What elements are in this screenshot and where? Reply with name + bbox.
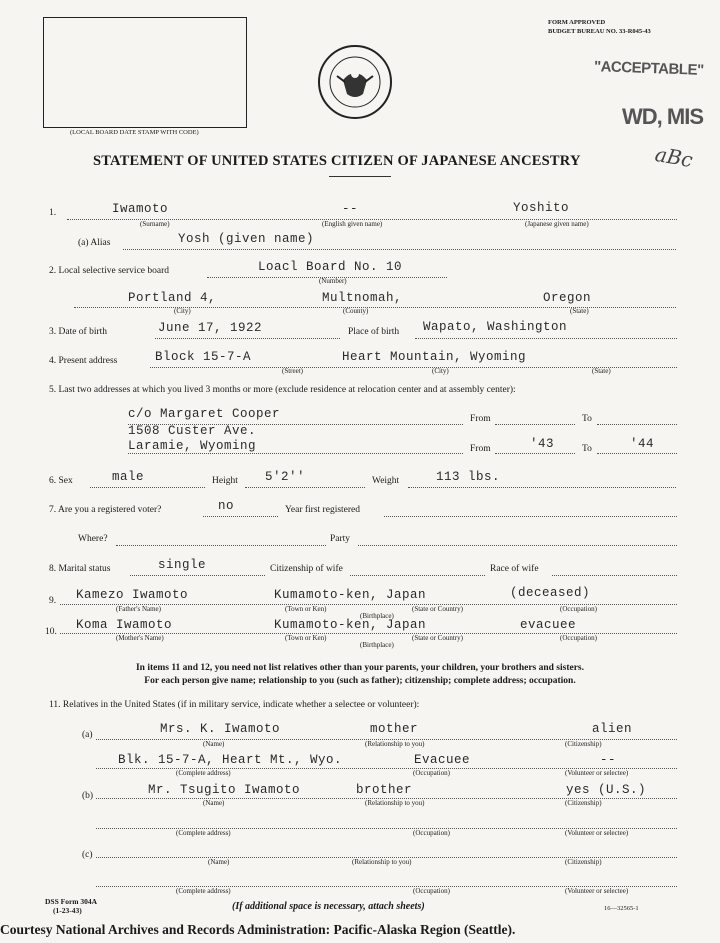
- selective-service-seal: [315, 42, 395, 122]
- surname-value: Iwamoto: [112, 202, 169, 216]
- pob-label: Place of birth: [348, 327, 400, 337]
- relative-a-occupation: Evacuee: [414, 753, 471, 767]
- to-value-2: '44: [630, 437, 655, 451]
- relatives-label: 11. Relatives in the United States (if in military service, indicate whether a selectee or volunteer):: [49, 700, 420, 710]
- cap-a-citizenship: (Citizenship): [565, 740, 602, 748]
- form-approved-line2: BUDGET BUREAU NO. 33-R045-43: [548, 28, 651, 35]
- cap-b-occupation: (Occupation): [413, 829, 450, 837]
- cap-c-volunteer: (Volunteer or selectee): [565, 887, 629, 895]
- cap-c-citizenship: (Citizenship): [565, 858, 602, 866]
- father-name-value: Kamezo Iwamoto: [76, 588, 189, 602]
- handwritten-note: aBc: [653, 141, 695, 173]
- cap-b-relationship: (Relationship to you): [365, 799, 425, 807]
- address-city-value: Heart Mountain, Wyoming: [342, 350, 527, 364]
- footer-note: (If additional space is necessary, attach sheets): [232, 901, 425, 912]
- cap-address-city: (City): [432, 367, 449, 375]
- party-label: Party: [330, 534, 351, 544]
- weight-label: Weight: [372, 476, 400, 486]
- pob-value: Wapato, Washington: [423, 320, 568, 334]
- relative-b-name: Mr. Tsugito Iwamoto: [148, 783, 301, 797]
- cap-c-occupation: (Occupation): [413, 887, 450, 895]
- mother-town-value: Kumamoto-ken, Japan: [274, 618, 427, 632]
- item9-num: 9.: [49, 596, 57, 606]
- cap-b-name: (Name): [203, 799, 225, 807]
- cap-father-name: (Father's Name): [116, 605, 161, 613]
- board-state-value: Oregon: [543, 291, 592, 305]
- alias-label: (a) Alias: [78, 238, 111, 248]
- relative-b-label: (b): [82, 791, 94, 801]
- form-approved-line1: FORM APPROVED: [548, 19, 606, 26]
- item2-label: 2. Local selective service board: [49, 266, 170, 276]
- cap-c-address: (Complete address): [176, 887, 231, 895]
- cap-a-relationship: (Relationship to you): [365, 740, 425, 748]
- cap-japanese-name: (Japanese given name): [525, 220, 589, 228]
- courtesy-line: Courtesy National Archives and Records Administration: Pacific-Alaska Region (Seattle).: [0, 922, 516, 937]
- from-value-2: '43: [530, 437, 555, 451]
- item10-num: 10.: [45, 627, 57, 637]
- wife-citizenship-label: Citizenship of wife: [270, 564, 343, 574]
- to-label-2: To: [582, 444, 592, 454]
- page-title: STATEMENT OF UNITED STATES CITIZEN OF JAPANESE ANCESTRY: [93, 153, 581, 169]
- dob-value: June 17, 1922: [158, 321, 263, 335]
- cap-number: (Number): [319, 277, 347, 285]
- alias-value: Yosh (given name): [178, 232, 315, 246]
- weight-value: 113 lbs.: [436, 470, 501, 484]
- cap-county: (County): [343, 307, 369, 315]
- prev-address-2-line2: Laramie, Wyoming: [128, 439, 257, 453]
- cap-street: (Street): [282, 367, 303, 375]
- cap-c-relationship: (Relationship to you): [352, 858, 412, 866]
- instructions: [0, 662, 720, 688]
- form-number-block: [45, 897, 97, 915]
- item1-num: 1.: [49, 208, 57, 218]
- cap-city: (City): [174, 307, 191, 315]
- prev-address-2-line1: 1508 Custer Ave.: [128, 424, 257, 438]
- cap-father-occupation: (Occupation): [560, 605, 597, 613]
- relative-a-address: Blk. 15-7-A, Heart Mt., Wyo.: [118, 753, 343, 767]
- last-addresses-label: 5. Last two addresses at which you lived 3 months or more (exclude residence at relocation center and at assembly center):: [49, 385, 516, 395]
- cap-a-volunteer: (Volunteer or selectee): [565, 769, 629, 777]
- wife-race-label: Race of wife: [490, 564, 539, 574]
- from-label-2: From: [470, 444, 491, 454]
- father-occupation-value: (deceased): [510, 586, 591, 600]
- height-label: Height: [212, 476, 238, 486]
- cap-address-state: (State): [592, 367, 611, 375]
- relative-b-relationship: brother: [356, 783, 413, 797]
- cap-mother-birthplace: (Birthplace): [360, 641, 394, 649]
- to-label-1: To: [582, 414, 592, 424]
- address-label: 4. Present address: [49, 356, 118, 366]
- cap-c-name: (Name): [208, 858, 230, 866]
- from-label-1: From: [470, 414, 491, 424]
- english-name-value: --: [342, 202, 359, 216]
- relative-a-name: Mrs. K. Iwamoto: [160, 722, 281, 736]
- cap-mother-name: (Mother's Name): [116, 634, 164, 642]
- cap-father-birthplace: (Birthplace): [360, 612, 394, 620]
- board-value: Loacl Board No. 10: [258, 260, 403, 274]
- marital-label: 8. Marital status: [49, 564, 111, 574]
- form-date: (1-23-43): [53, 906, 82, 915]
- local-board-stamp-box: [43, 17, 247, 128]
- footer-code: 16—32565-1: [604, 905, 639, 912]
- mother-name-value: Koma Iwamoto: [76, 618, 173, 632]
- instructions-line1: In items 11 and 12, you need not list relatives other than your parents, your children, your brothers and sisters.: [135, 663, 585, 673]
- form-approved-block: [548, 18, 651, 36]
- acceptable-stamp: "ACCEPTABLE": [593, 58, 704, 79]
- sex-value: male: [112, 470, 145, 484]
- cap-a-occupation: (Occupation): [413, 769, 450, 777]
- marital-value: single: [158, 558, 207, 572]
- relative-a-label: (a): [82, 730, 93, 740]
- cap-a-name: (Name): [203, 740, 225, 748]
- instructions-line2: For each person give name; relationship to you (such as father); citizenship; complete address; occupation.: [144, 676, 576, 686]
- relative-a-relationship: mother: [370, 722, 419, 736]
- voter-value: no: [218, 499, 235, 513]
- mother-occupation-value: evacuee: [520, 618, 577, 632]
- relative-a-volunteer: --: [600, 753, 617, 767]
- cap-state: (State): [570, 307, 589, 315]
- cap-b-volunteer: (Volunteer or selectee): [565, 829, 629, 837]
- voter-label: 7. Are you a registered voter?: [49, 505, 162, 515]
- stamp-box-caption: (LOCAL BOARD DATE STAMP WITH CODE): [70, 129, 199, 136]
- relative-b-citizenship: yes (U.S.): [566, 783, 647, 797]
- japanese-name-value: Yoshito: [513, 201, 570, 215]
- cap-english-name: (English given name): [322, 220, 383, 228]
- height-value: 5'2'': [265, 470, 306, 484]
- cap-mother-state: (State or Country): [412, 634, 463, 642]
- sex-label: 6. Sex: [49, 476, 73, 486]
- title-rule: [329, 176, 391, 177]
- cap-b-citizenship: (Citizenship): [565, 799, 602, 807]
- cap-mother-town: (Town or Ken): [285, 634, 327, 642]
- board-county-value: Multnomah,: [322, 291, 403, 305]
- form-number: DSS Form 304A: [45, 897, 98, 906]
- cap-father-state: (State or Country): [412, 605, 463, 613]
- street-value: Block 15-7-A: [155, 350, 252, 364]
- cap-surname: (Surname): [140, 220, 170, 228]
- dob-label: 3. Date of birth: [49, 327, 108, 337]
- where-label: Where?: [78, 534, 108, 544]
- cap-b-address: (Complete address): [176, 829, 231, 837]
- relative-c-label: (c): [82, 850, 93, 860]
- prev-address-1: c/o Margaret Cooper: [128, 407, 281, 421]
- cap-mother-occupation: (Occupation): [560, 634, 597, 642]
- cap-a-address: (Complete address): [176, 769, 231, 777]
- cap-father-town: (Town or Ken): [285, 605, 327, 613]
- father-town-value: Kumamoto-ken, Japan: [274, 588, 427, 602]
- wd-mis-stamp: WD, MIS: [622, 104, 703, 129]
- board-city-value: Portland 4,: [128, 291, 217, 305]
- year-registered-label: Year first registered: [285, 505, 361, 515]
- relative-a-citizenship: alien: [592, 722, 633, 736]
